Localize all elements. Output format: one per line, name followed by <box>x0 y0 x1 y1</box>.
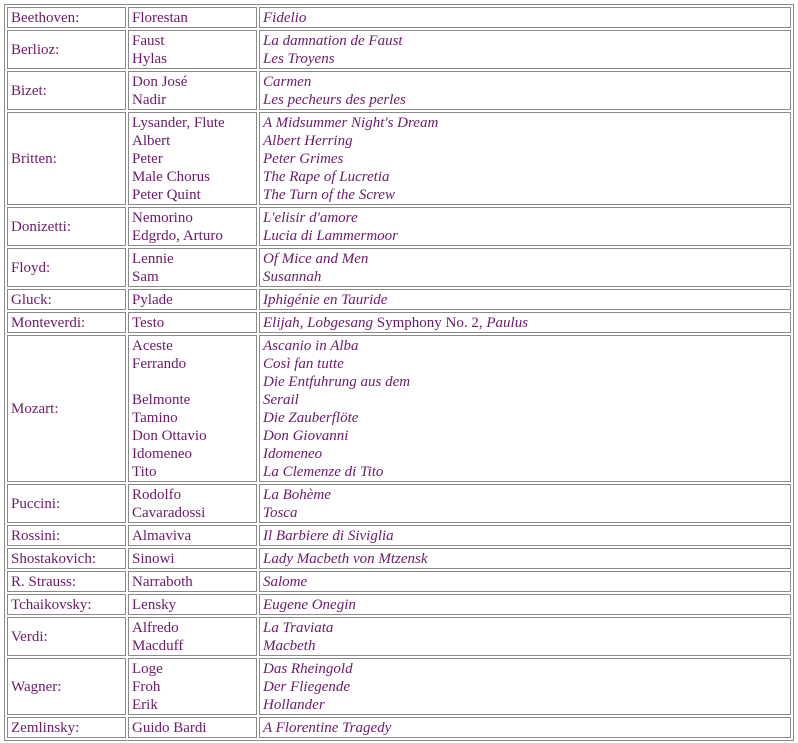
composer-cell: Rossini: <box>7 525 126 546</box>
roles-cell <box>128 617 257 656</box>
work-title: Die Zauberflöte <box>263 410 359 426</box>
table-row <box>7 112 791 205</box>
work-title: A Midsummer Night's Dream <box>263 115 439 131</box>
work-title: Lucia di Lammermoor <box>263 228 399 244</box>
role-line: Hylas <box>132 51 167 67</box>
work-title: Eugene Onegin <box>263 597 356 613</box>
work-title: A Florentine Tragedy <box>263 720 392 736</box>
work-title-plain: Symphony No. 2, <box>373 315 487 331</box>
table-row <box>7 548 791 569</box>
role-line: Guido Bardi <box>132 720 207 736</box>
work-title: Iphigénie en Tauride <box>263 292 388 308</box>
role-line: Ferrando <box>132 356 187 372</box>
table-row <box>7 594 791 615</box>
work-title: Les Troyens <box>263 51 335 67</box>
work-title: Fidelio <box>263 10 307 26</box>
role-line: Lensky <box>132 597 177 613</box>
role-line: Tamino <box>132 410 178 426</box>
works-cell <box>259 717 791 738</box>
role-line: Albert <box>132 133 171 149</box>
works-cell <box>259 335 791 482</box>
composer-cell: Floyd: <box>7 248 126 287</box>
role-line: Nadir <box>132 92 167 108</box>
works-cell <box>259 207 791 246</box>
work-title: Carmen <box>263 74 312 90</box>
role-line: Almaviva <box>132 528 192 544</box>
works-cell <box>259 617 791 656</box>
work-title: Tosca <box>263 505 298 521</box>
work-title: La damnation de Faust <box>263 33 403 49</box>
work-title-italic: Paulus <box>486 315 529 331</box>
table-row <box>7 248 791 287</box>
roles-cell <box>128 112 257 205</box>
role-line: Sam <box>132 269 159 285</box>
work-title: La Bohème <box>263 487 331 503</box>
works-cell <box>259 289 791 310</box>
role-line: Nemorino <box>132 210 193 226</box>
work-title: The Rape of Lucretia <box>263 169 390 185</box>
works-cell <box>259 548 791 569</box>
work-title: The Turn of the Screw <box>263 187 395 203</box>
composer-cell: Donizetti: <box>7 207 126 246</box>
roles-cell <box>128 289 257 310</box>
role-line: Alfredo <box>132 620 179 636</box>
works-cell <box>259 658 791 715</box>
table-row <box>7 312 791 333</box>
table-row <box>7 335 791 482</box>
roles-cell <box>128 7 257 28</box>
role-line: Loge <box>132 661 163 677</box>
composer-cell: Tchaikovsky: <box>7 594 126 615</box>
roles-cell <box>128 658 257 715</box>
work-title: Hollander <box>263 697 325 713</box>
work-title: Susannah <box>263 269 322 285</box>
composer-cell: Verdi: <box>7 617 126 656</box>
table-row <box>7 571 791 592</box>
work-title: Salome <box>263 574 308 590</box>
works-cell <box>259 312 791 333</box>
role-line: Peter <box>132 151 163 167</box>
work-title: Don Giovanni <box>263 428 349 444</box>
role-line: Tito <box>132 464 157 480</box>
work-title: Macbeth <box>263 638 316 654</box>
work-title: Das Rheingold <box>263 661 353 677</box>
table-row <box>7 658 791 715</box>
roles-cell <box>128 571 257 592</box>
works-cell <box>259 571 791 592</box>
composer-cell: Mozart: <box>7 335 126 482</box>
work-title: Les pecheurs des perles <box>263 92 406 108</box>
role-line: Macduff <box>132 638 184 654</box>
table-row <box>7 30 791 69</box>
table-row <box>7 289 791 310</box>
roles-cell <box>128 484 257 523</box>
role-line: Florestan <box>132 10 188 26</box>
composer-cell: R. Strauss: <box>7 571 126 592</box>
work-title: La Clemenze di Tito <box>263 464 384 480</box>
works-cell <box>259 71 791 110</box>
role-line: Sinowi <box>132 551 175 567</box>
role-line: Cavaradossi <box>132 505 206 521</box>
works-cell <box>259 7 791 28</box>
composer-cell: Wagner: <box>7 658 126 715</box>
role-line: Peter Quint <box>132 187 201 203</box>
works-cell <box>259 30 791 69</box>
role-line: Narraboth <box>132 574 193 590</box>
roles-cell <box>128 248 257 287</box>
work-title: La Traviata <box>263 620 334 636</box>
works-cell <box>259 248 791 287</box>
table-row <box>7 207 791 246</box>
composer-cell: Puccini: <box>7 484 126 523</box>
role-line: Froh <box>132 679 161 695</box>
work-title-italic: Elijah, Lobgesang <box>263 315 374 331</box>
role-line: Lennie <box>132 251 174 267</box>
roles-cell <box>128 594 257 615</box>
roles-cell <box>128 30 257 69</box>
role-line: Erik <box>132 697 158 713</box>
table-row <box>7 617 791 656</box>
composer-cell: Berlioz: <box>7 30 126 69</box>
role-line: Faust <box>132 33 165 49</box>
work-title: Il Barbiere di Siviglia <box>263 528 394 544</box>
roles-cell <box>128 717 257 738</box>
composer-cell: Zemlinsky: <box>7 717 126 738</box>
work-title: Der Fliegende <box>263 679 351 695</box>
roles-cell <box>128 71 257 110</box>
roles-cell <box>128 548 257 569</box>
work-title: Of Mice and Men <box>263 251 369 267</box>
composer-cell: Britten: <box>7 112 126 205</box>
works-cell <box>259 594 791 615</box>
role-line: Belmonte <box>132 392 191 408</box>
work-title <box>263 314 787 332</box>
work-title: Ascanio in Alba <box>263 338 359 354</box>
roles-cell <box>128 335 257 482</box>
composer-cell: Gluck: <box>7 289 126 310</box>
work-title: Peter Grimes <box>263 151 344 167</box>
works-cell <box>259 112 791 205</box>
role-line: Male Chorus <box>132 169 210 185</box>
role-line: Idomeneo <box>132 446 192 462</box>
repertoire-table-body <box>7 7 791 738</box>
table-row <box>7 7 791 28</box>
work-title: Serail <box>263 392 299 408</box>
role-line: Don Ottavio <box>132 428 207 444</box>
repertoire-table <box>4 4 794 741</box>
composer-cell: Beethoven: <box>7 7 126 28</box>
role-line <box>132 373 253 391</box>
role-line: Don José <box>132 74 188 90</box>
work-title: Idomeneo <box>263 446 323 462</box>
composer-cell: Monteverdi: <box>7 312 126 333</box>
table-row <box>7 717 791 738</box>
role-line: Aceste <box>132 338 173 354</box>
roles-cell <box>128 207 257 246</box>
work-title: Lady Macbeth von Mtzensk <box>263 551 428 567</box>
works-cell <box>259 525 791 546</box>
role-line: Lysander, Flute <box>132 115 225 131</box>
table-row <box>7 525 791 546</box>
roles-cell <box>128 525 257 546</box>
table-row <box>7 71 791 110</box>
role-line: Pylade <box>132 292 173 308</box>
composer-cell: Shostakovich: <box>7 548 126 569</box>
composer-cell: Bizet: <box>7 71 126 110</box>
table-row <box>7 484 791 523</box>
works-cell <box>259 484 791 523</box>
role-line: Testo <box>132 315 165 331</box>
role-line: Edgrdo, Arturo <box>132 228 223 244</box>
work-title: Albert Herring <box>263 133 353 149</box>
role-line: Rodolfo <box>132 487 182 503</box>
work-title: L'elisir d'amore <box>263 210 358 226</box>
roles-cell <box>128 312 257 333</box>
work-title: Così fan tutte <box>263 356 344 372</box>
work-title: Die Entfuhrung aus dem <box>263 374 411 390</box>
